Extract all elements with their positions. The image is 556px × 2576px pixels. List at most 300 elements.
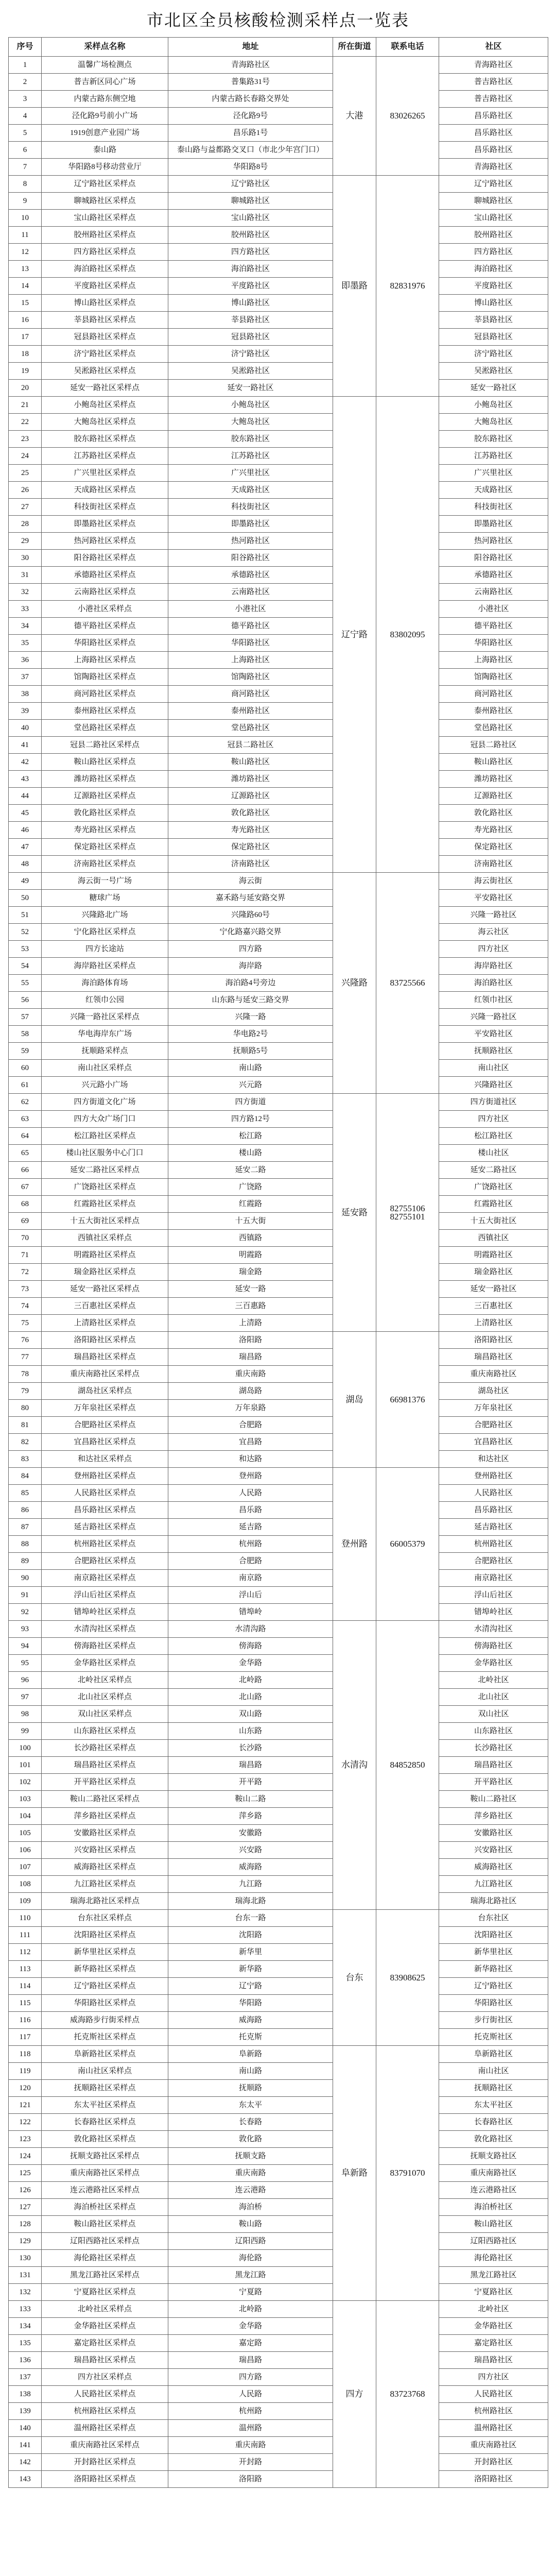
table-row xyxy=(9,635,548,652)
cell-site-name: 辽宁路社区采样点 xyxy=(42,176,168,193)
cell-community: 科技街社区 xyxy=(439,499,548,516)
cell-site-name: 长沙路社区采样点 xyxy=(42,1740,168,1757)
cell-index: 132 xyxy=(9,2284,42,2301)
cell-community: 重庆南路社区 xyxy=(439,2437,548,2454)
cell-index: 38 xyxy=(9,686,42,703)
cell-site-name: 海泊路体育场 xyxy=(42,975,168,992)
table-row xyxy=(9,1434,548,1451)
cell-address: 合肥路 xyxy=(168,1417,333,1434)
cell-community: 兴隆一路社区 xyxy=(439,907,548,924)
cell-site-name: 平度路社区采样点 xyxy=(42,278,168,295)
cell-index: 18 xyxy=(9,346,42,363)
cell-index: 11 xyxy=(9,227,42,244)
table-row xyxy=(9,2352,548,2369)
col-header-index: 序号 xyxy=(9,38,42,57)
cell-index: 58 xyxy=(9,1026,42,1043)
cell-site-name: 泾化路9号前小广场 xyxy=(42,108,168,125)
cell-street: 湖岛 xyxy=(333,1332,376,1468)
cell-community: 瑞昌路社区 xyxy=(439,2352,548,2369)
cell-index: 134 xyxy=(9,2318,42,2335)
cell-site-name: 重庆南路社区采样点 xyxy=(42,1366,168,1383)
cell-index: 67 xyxy=(9,1179,42,1196)
cell-address: 威海路 xyxy=(168,1859,333,1876)
table-row xyxy=(9,380,548,397)
cell-site-name: 明霞路社区采样点 xyxy=(42,1247,168,1264)
cell-index: 49 xyxy=(9,873,42,890)
cell-phone: 84852850 xyxy=(376,1621,439,1910)
cell-index: 98 xyxy=(9,1706,42,1723)
cell-site-name: 延安一路社区采样点 xyxy=(42,380,168,397)
table-row xyxy=(9,1740,548,1757)
table-row xyxy=(9,1179,548,1196)
cell-address: 华阳路 xyxy=(168,1995,333,2012)
cell-address: 广兴里社区 xyxy=(168,465,333,482)
cell-phone: 83723768 xyxy=(376,2301,439,2488)
cell-address: 德平路社区 xyxy=(168,618,333,635)
cell-site-name: 登州路社区采样点 xyxy=(42,1468,168,1485)
cell-index: 125 xyxy=(9,2165,42,2182)
cell-address: 重庆南路 xyxy=(168,1366,333,1383)
table-row xyxy=(9,992,548,1009)
cell-community: 瑞昌路社区 xyxy=(439,1757,548,1774)
cell-address: 泰州路社区 xyxy=(168,703,333,720)
cell-site-name: 开封路社区采样点 xyxy=(42,2454,168,2471)
cell-address: 双山路 xyxy=(168,1706,333,1723)
cell-index: 81 xyxy=(9,1417,42,1434)
cell-site-name: 东太平社区采样点 xyxy=(42,2097,168,2114)
table-row xyxy=(9,261,548,278)
table-row xyxy=(9,907,548,924)
table-row xyxy=(9,771,548,788)
table-row xyxy=(9,1468,548,1485)
cell-address: 明霞路 xyxy=(168,1247,333,1264)
cell-community: 合肥路社区 xyxy=(439,1553,548,1570)
table-row xyxy=(9,737,548,754)
sampling-sites-table xyxy=(8,37,548,2488)
cell-index: 90 xyxy=(9,1570,42,1587)
table-row xyxy=(9,1604,548,1621)
cell-index: 51 xyxy=(9,907,42,924)
table-row xyxy=(9,652,548,669)
cell-index: 10 xyxy=(9,210,42,227)
cell-site-name: 湖岛社区采样点 xyxy=(42,1383,168,1400)
table-row xyxy=(9,2080,548,2097)
cell-index: 62 xyxy=(9,1094,42,1111)
cell-community: 阳谷路社区 xyxy=(439,550,548,567)
cell-community: 北岭社区 xyxy=(439,1672,548,1689)
cell-site-name: 华阳路社区采样点 xyxy=(42,635,168,652)
cell-community: 瑞金路社区 xyxy=(439,1264,548,1281)
cell-index: 95 xyxy=(9,1655,42,1672)
cell-index: 113 xyxy=(9,1961,42,1978)
cell-community: 托克斯社区 xyxy=(439,2029,548,2046)
cell-index: 50 xyxy=(9,890,42,907)
cell-site-name: 兴隆路北广场 xyxy=(42,907,168,924)
cell-site-name: 洛阳路社区采样点 xyxy=(42,1332,168,1349)
cell-address: 开平路 xyxy=(168,1774,333,1791)
cell-index: 68 xyxy=(9,1196,42,1213)
cell-index: 4 xyxy=(9,108,42,125)
cell-site-name: 小鲍岛社区采样点 xyxy=(42,397,168,414)
cell-community: 延安一路社区 xyxy=(439,380,548,397)
cell-address: 红霞路 xyxy=(168,1196,333,1213)
cell-index: 45 xyxy=(9,805,42,822)
cell-index: 79 xyxy=(9,1383,42,1400)
cell-address: 内蒙古路长春路交界处 xyxy=(168,91,333,108)
cell-address: 托克斯 xyxy=(168,2029,333,2046)
cell-community: 黑龙江路社区 xyxy=(439,2267,548,2284)
table-row xyxy=(9,1944,548,1961)
cell-community: 海泊路社区 xyxy=(439,975,548,992)
table-row xyxy=(9,1400,548,1417)
cell-address: 科技街社区 xyxy=(168,499,333,516)
cell-community: 延安二路社区 xyxy=(439,1162,548,1179)
cell-site-name: 广饶路社区采样点 xyxy=(42,1179,168,1196)
table-row xyxy=(9,1281,548,1298)
table-row xyxy=(9,1825,548,1842)
cell-address: 金华路 xyxy=(168,2318,333,2335)
col-header-site: 采样点名称 xyxy=(42,38,168,57)
cell-site-name: 1919创意产业园广场 xyxy=(42,125,168,142)
cell-index: 13 xyxy=(9,261,42,278)
table-row xyxy=(9,176,548,193)
cell-index: 14 xyxy=(9,278,42,295)
cell-index: 92 xyxy=(9,1604,42,1621)
cell-community: 温州路社区 xyxy=(439,2420,548,2437)
cell-address: 沈阳路 xyxy=(168,1927,333,1944)
cell-site-name: 热河路社区采样点 xyxy=(42,533,168,550)
cell-address: 南京路 xyxy=(168,1570,333,1587)
cell-index: 87 xyxy=(9,1519,42,1536)
cell-community: 馆陶路社区 xyxy=(439,669,548,686)
cell-site-name: 海泊桥社区采样点 xyxy=(42,2199,168,2216)
cell-index: 104 xyxy=(9,1808,42,1825)
table-row xyxy=(9,1145,548,1162)
table-row xyxy=(9,1298,548,1315)
table-row xyxy=(9,1485,548,1502)
table-row xyxy=(9,1774,548,1791)
cell-site-name: 胶州路社区采样点 xyxy=(42,227,168,244)
cell-site-name: 人民路社区采样点 xyxy=(42,2386,168,2403)
cell-index: 21 xyxy=(9,397,42,414)
table-row xyxy=(9,2012,548,2029)
table-row xyxy=(9,2420,548,2437)
cell-index: 117 xyxy=(9,2029,42,2046)
cell-site-name: 水清沟社区采样点 xyxy=(42,1621,168,1638)
cell-address: 济南路社区 xyxy=(168,856,333,873)
cell-index: 103 xyxy=(9,1791,42,1808)
table-row xyxy=(9,363,548,380)
cell-phone: 82755106 82755101 xyxy=(376,1094,439,1332)
table-row xyxy=(9,788,548,805)
cell-community: 承德路社区 xyxy=(439,567,548,584)
cell-index: 26 xyxy=(9,482,42,499)
cell-index: 112 xyxy=(9,1944,42,1961)
cell-index: 142 xyxy=(9,2454,42,2471)
cell-address: 宁化路嘉兴路交界 xyxy=(168,924,333,941)
cell-address: 海泊路4号旁边 xyxy=(168,975,333,992)
cell-index: 63 xyxy=(9,1111,42,1128)
cell-index: 55 xyxy=(9,975,42,992)
cell-site-name: 金华路社区采样点 xyxy=(42,1655,168,1672)
cell-site-name: 托克斯社区采样点 xyxy=(42,2029,168,2046)
cell-index: 46 xyxy=(9,822,42,839)
table-row xyxy=(9,159,548,176)
cell-address: 人民路 xyxy=(168,2386,333,2403)
cell-address: 瑞海北路 xyxy=(168,1893,333,1910)
cell-index: 41 xyxy=(9,737,42,754)
cell-site-name: 长春路社区采样点 xyxy=(42,2114,168,2131)
cell-community: 延吉路社区 xyxy=(439,1519,548,1536)
cell-address: 阳谷路社区 xyxy=(168,550,333,567)
cell-community: 南山社区 xyxy=(439,1060,548,1077)
cell-index: 33 xyxy=(9,601,42,618)
cell-index: 30 xyxy=(9,550,42,567)
cell-address: 潍坊路社区 xyxy=(168,771,333,788)
table-row xyxy=(9,329,548,346)
cell-index: 80 xyxy=(9,1400,42,1417)
cell-address: 莘县路社区 xyxy=(168,312,333,329)
table-row xyxy=(9,1757,548,1774)
cell-index: 138 xyxy=(9,2386,42,2403)
cell-address: 泰山路与益都路交叉口（市北少年宫门口） xyxy=(168,142,333,159)
cell-address: 连云港路 xyxy=(168,2182,333,2199)
cell-index: 54 xyxy=(9,958,42,975)
cell-address: 南山路 xyxy=(168,2063,333,2080)
cell-address: 浮山后 xyxy=(168,1587,333,1604)
table-row xyxy=(9,91,548,108)
cell-community: 大鲍岛社区 xyxy=(439,414,548,431)
cell-community: 青海路社区 xyxy=(439,159,548,176)
cell-community: 云南路社区 xyxy=(439,584,548,601)
table-row xyxy=(9,2029,548,2046)
cell-site-name: 威海路步行街采样点 xyxy=(42,2012,168,2029)
cell-address: 宜昌路 xyxy=(168,1434,333,1451)
cell-site-name: 天成路社区采样点 xyxy=(42,482,168,499)
cell-community: 华阳路社区 xyxy=(439,1995,548,2012)
cell-address: 西镇路 xyxy=(168,1230,333,1247)
cell-community: 浮山后社区 xyxy=(439,1587,548,1604)
table-row xyxy=(9,142,548,159)
cell-index: 37 xyxy=(9,669,42,686)
table-row xyxy=(9,482,548,499)
table-row xyxy=(9,1723,548,1740)
cell-index: 34 xyxy=(9,618,42,635)
cell-community: 华阳路社区 xyxy=(439,635,548,652)
table-row xyxy=(9,1230,548,1247)
table-row xyxy=(9,2471,548,2488)
cell-index: 65 xyxy=(9,1145,42,1162)
cell-site-name: 华阳路8号移动营业厅 xyxy=(42,159,168,176)
cell-index: 84 xyxy=(9,1468,42,1485)
cell-community: 平安路社区 xyxy=(439,890,548,907)
table-row xyxy=(9,1162,548,1179)
cell-community: 胶州路社区 xyxy=(439,227,548,244)
table-row xyxy=(9,448,548,465)
cell-address: 重庆南路 xyxy=(168,2165,333,2182)
cell-community: 敦化路社区 xyxy=(439,2131,548,2148)
cell-index: 17 xyxy=(9,329,42,346)
cell-community: 潍坊路社区 xyxy=(439,771,548,788)
cell-street: 大港 xyxy=(333,57,376,176)
cell-address: 泾化路9号 xyxy=(168,108,333,125)
cell-address: 鞍山二路 xyxy=(168,1791,333,1808)
cell-address: 北岭路 xyxy=(168,2301,333,2318)
table-row xyxy=(9,924,548,941)
cell-site-name: 阳谷路社区采样点 xyxy=(42,550,168,567)
cell-address: 宝山路社区 xyxy=(168,210,333,227)
cell-site-name: 宁夏路社区采样点 xyxy=(42,2284,168,2301)
cell-site-name: 南山社区采样点 xyxy=(42,2063,168,2080)
cell-site-name: 四方街道文化广场 xyxy=(42,1094,168,1111)
table-row xyxy=(9,890,548,907)
cell-community: 南山社区 xyxy=(439,2063,548,2080)
cell-site-name: 鞍山路社区采样点 xyxy=(42,2216,168,2233)
cell-site-name: 新华路社区采样点 xyxy=(42,1961,168,1978)
cell-index: 109 xyxy=(9,1893,42,1910)
cell-address: 嘉禾路与延安路交界 xyxy=(168,890,333,907)
table-row xyxy=(9,278,548,295)
table-row xyxy=(9,2301,548,2318)
cell-address: 和达路 xyxy=(168,1451,333,1468)
cell-site-name: 温馨广场检测点 xyxy=(42,57,168,74)
cell-community: 上海路社区 xyxy=(439,652,548,669)
cell-address: 瑞昌路 xyxy=(168,1757,333,1774)
cell-site-name: 德平路社区采样点 xyxy=(42,618,168,635)
cell-address: 瑞金路 xyxy=(168,1264,333,1281)
cell-site-name: 馆陶路社区采样点 xyxy=(42,669,168,686)
cell-address: 北岭路 xyxy=(168,1672,333,1689)
cell-community: 明霞路社区 xyxy=(439,1247,548,1264)
cell-site-name: 宜昌路社区采样点 xyxy=(42,1434,168,1451)
table-row xyxy=(9,1519,548,1536)
table-row xyxy=(9,2148,548,2165)
table-row xyxy=(9,1570,548,1587)
table-row xyxy=(9,584,548,601)
table-row xyxy=(9,499,548,516)
cell-index: 44 xyxy=(9,788,42,805)
cell-street: 登州路 xyxy=(333,1468,376,1621)
table-row xyxy=(9,1111,548,1128)
cell-site-name: 上海路社区采样点 xyxy=(42,652,168,669)
cell-address: 堂邑路社区 xyxy=(168,720,333,737)
cell-community: 海伦路社区 xyxy=(439,2250,548,2267)
cell-community: 海云社区 xyxy=(439,924,548,941)
table-row xyxy=(9,74,548,91)
table-row xyxy=(9,125,548,142)
cell-community: 长春路社区 xyxy=(439,2114,548,2131)
cell-address: 海泊路社区 xyxy=(168,261,333,278)
cell-community: 海云街社区 xyxy=(439,873,548,890)
cell-index: 128 xyxy=(9,2216,42,2233)
cell-community: 红领巾社区 xyxy=(439,992,548,1009)
cell-community: 开平路社区 xyxy=(439,1774,548,1791)
cell-address: 敦化路社区 xyxy=(168,805,333,822)
cell-community: 敦化路社区 xyxy=(439,805,548,822)
cell-community: 金华路社区 xyxy=(439,1655,548,1672)
cell-community: 保定路社区 xyxy=(439,839,548,856)
cell-phone: 83791070 xyxy=(376,2046,439,2301)
table-row xyxy=(9,414,548,431)
cell-community: 辽源路社区 xyxy=(439,788,548,805)
cell-index: 47 xyxy=(9,839,42,856)
table-row xyxy=(9,2165,548,2182)
cell-index: 100 xyxy=(9,1740,42,1757)
cell-community: 安徽路社区 xyxy=(439,1825,548,1842)
cell-address: 聊城路社区 xyxy=(168,193,333,210)
cell-community: 人民路社区 xyxy=(439,2386,548,2403)
cell-site-name: 黑龙江路社区采样点 xyxy=(42,2267,168,2284)
cell-index: 72 xyxy=(9,1264,42,1281)
table-row xyxy=(9,465,548,482)
cell-community: 昌乐路社区 xyxy=(439,108,548,125)
cell-index: 23 xyxy=(9,431,42,448)
cell-index: 101 xyxy=(9,1757,42,1774)
cell-site-name: 四方社区采样点 xyxy=(42,2369,168,2386)
table-header-row xyxy=(9,38,548,57)
cell-community: 山东路社区 xyxy=(439,1723,548,1740)
cell-index: 78 xyxy=(9,1366,42,1383)
table-row xyxy=(9,1009,548,1026)
cell-index: 115 xyxy=(9,1995,42,2012)
cell-site-name: 辽阳西路社区采样点 xyxy=(42,2233,168,2250)
cell-index: 56 xyxy=(9,992,42,1009)
cell-community: 三百惠社区 xyxy=(439,1298,548,1315)
cell-address: 嘉定路 xyxy=(168,2335,333,2352)
table-row xyxy=(9,1196,548,1213)
cell-community: 兴安路社区 xyxy=(439,1842,548,1859)
cell-community: 延安一路社区 xyxy=(439,1281,548,1298)
cell-address: 天成路社区 xyxy=(168,482,333,499)
cell-address: 洛阳路 xyxy=(168,2471,333,2488)
cell-site-name: 傍海路社区采样点 xyxy=(42,1638,168,1655)
cell-site-name: 温州路社区采样点 xyxy=(42,2420,168,2437)
cell-community: 人民路社区 xyxy=(439,1485,548,1502)
cell-community: 昌乐路社区 xyxy=(439,1502,548,1519)
table-row xyxy=(9,2131,548,2148)
table-row xyxy=(9,1332,548,1349)
cell-site-name: 杭州路社区采样点 xyxy=(42,1536,168,1553)
cell-index: 114 xyxy=(9,1978,42,1995)
cell-site-name: 宝山路社区采样点 xyxy=(42,210,168,227)
cell-index: 3 xyxy=(9,91,42,108)
cell-community: 洛阳路社区 xyxy=(439,2471,548,2488)
cell-site-name: 泰山路 xyxy=(42,142,168,159)
cell-community: 重庆南路社区 xyxy=(439,1366,548,1383)
table-row xyxy=(9,1672,548,1689)
cell-site-name: 万年泉社区采样点 xyxy=(42,1400,168,1417)
cell-index: 140 xyxy=(9,2420,42,2437)
cell-community: 兴隆一路社区 xyxy=(439,1009,548,1026)
cell-site-name: 瑞昌路社区采样点 xyxy=(42,2352,168,2369)
cell-site-name: 连云港路社区采样点 xyxy=(42,2182,168,2199)
cell-site-name: 南京路社区采样点 xyxy=(42,1570,168,1587)
table-row xyxy=(9,1910,548,1927)
cell-index: 121 xyxy=(9,2097,42,2114)
cell-community: 平安路社区 xyxy=(439,1026,548,1043)
cell-address: 威海路 xyxy=(168,2012,333,2029)
cell-index: 24 xyxy=(9,448,42,465)
table-row xyxy=(9,295,548,312)
cell-index: 71 xyxy=(9,1247,42,1264)
cell-site-name: 四方路社区采样点 xyxy=(42,244,168,261)
cell-site-name: 和达社区采样点 xyxy=(42,1451,168,1468)
cell-site-name: 北山社区采样点 xyxy=(42,1689,168,1706)
col-header-community: 社区 xyxy=(439,38,548,57)
cell-index: 108 xyxy=(9,1876,42,1893)
cell-address: 洛阳路 xyxy=(168,1332,333,1349)
table-row xyxy=(9,1077,548,1094)
